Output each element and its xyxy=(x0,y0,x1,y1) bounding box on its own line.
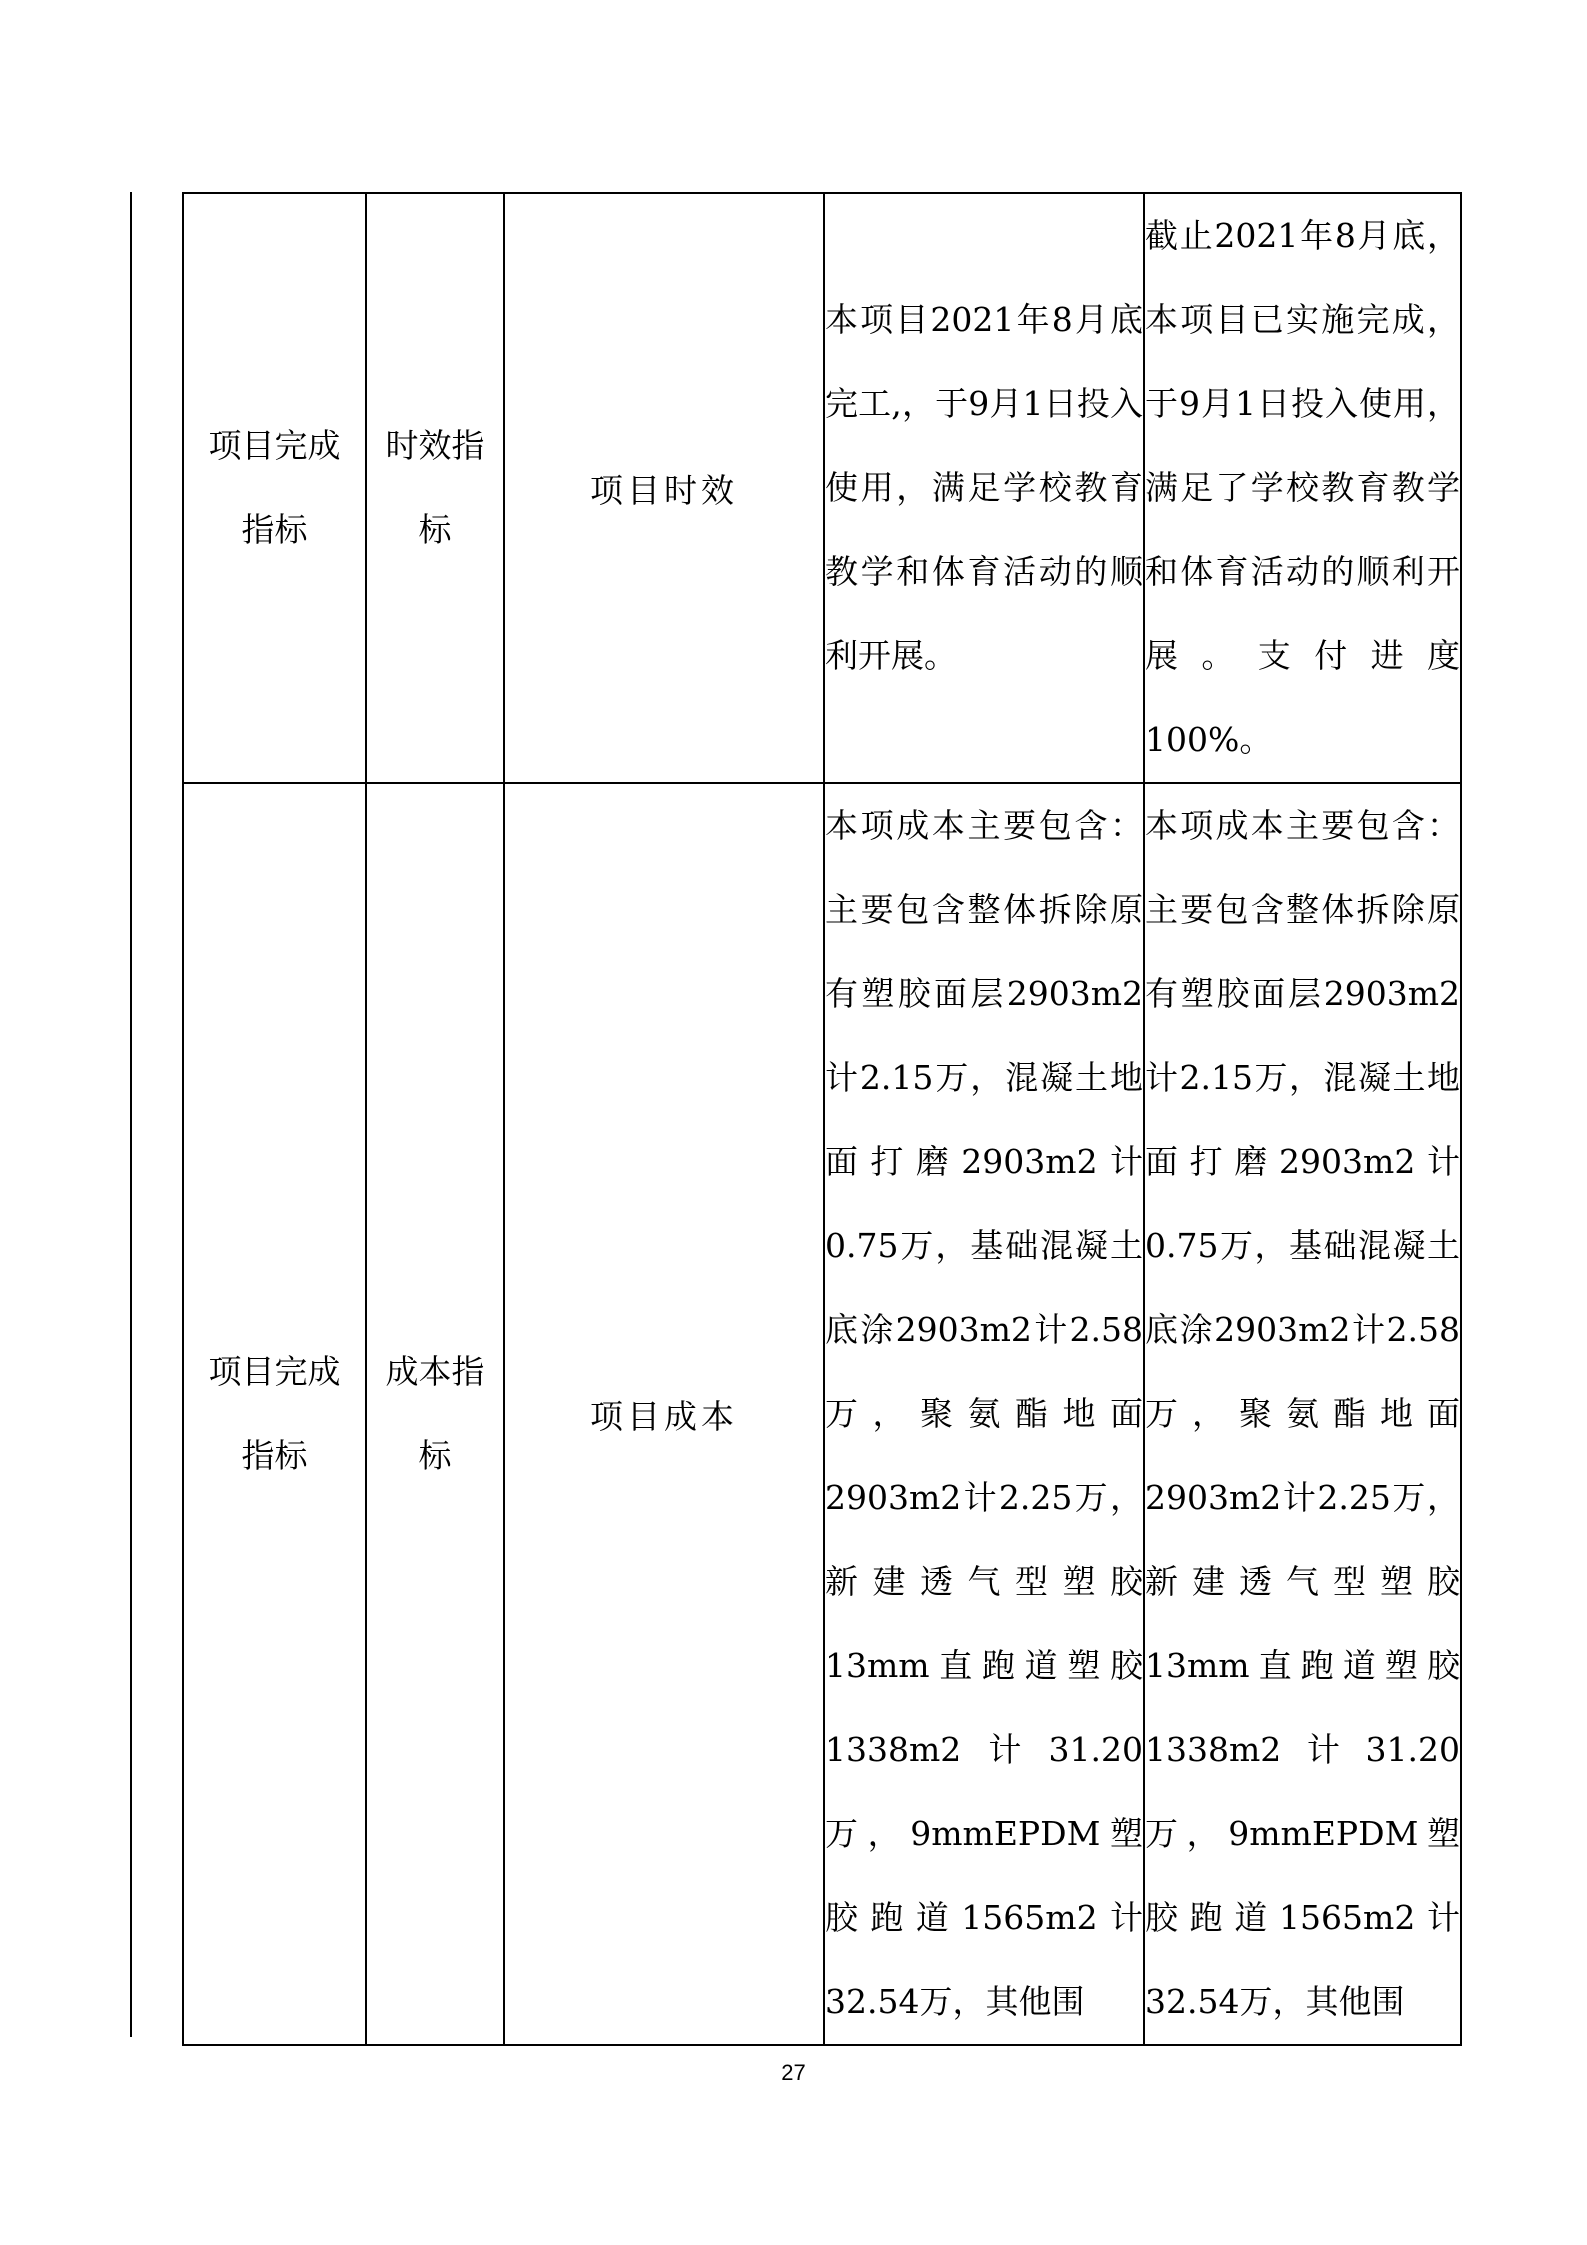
level1-indicator-cell: 项目完成指标 xyxy=(183,783,366,2045)
annual-target-cell: 本项成本主要包含：主要包含整体拆除原有塑胶面层2903m2计2.15万，混凝土地面打磨2903m2计0.75万，基础混凝土底涂2903m2计2.58万，聚氨酯地面2903m2计2.25万，新建透气型塑胶13mm直跑道塑胶1338m2计31.20万，9mmEPDM塑胶跑道1565m2计32.54万，其他围 xyxy=(824,783,1144,2045)
performance-indicator-table xyxy=(182,192,1462,2046)
level2-indicator-cell: 时效指标 xyxy=(366,193,504,783)
left-margin-line xyxy=(130,192,132,2037)
annual-target-cell: 本项目2021年8月底完工,，于9月1日投入使用，满足学校教育教学和体育活动的顺利开展。 xyxy=(824,193,1144,783)
level3-indicator-cell: 项目成本 xyxy=(504,783,824,2045)
actual-completion-cell: 本项成本主要包含：主要包含整体拆除原有塑胶面层2903m2计2.15万，混凝土地面打磨2903m2计0.75万，基础混凝土底涂2903m2计2.58万，聚氨酯地面2903m2计2.25万，新建透气型塑胶13mm直跑道塑胶1338m2计31.20万，9mmEPDM塑胶跑道1565m2计32.54万，其他围 xyxy=(1144,783,1461,2045)
level2-indicator-cell: 成本指标 xyxy=(366,783,504,2045)
table-row-timeliness xyxy=(183,193,1461,783)
page-number: 27 xyxy=(781,2060,806,2085)
actual-completion-cell: 截止2021年8月底，本项目已实施完成，于9月1日投入使用，满足了学校教育教学和体育活动的顺利开展。支付进度100%。 xyxy=(1144,193,1461,783)
level3-indicator-cell: 项目时效 xyxy=(504,193,824,783)
level1-indicator-cell: 项目完成指标 xyxy=(183,193,366,783)
table-row-cost xyxy=(183,783,1461,2045)
